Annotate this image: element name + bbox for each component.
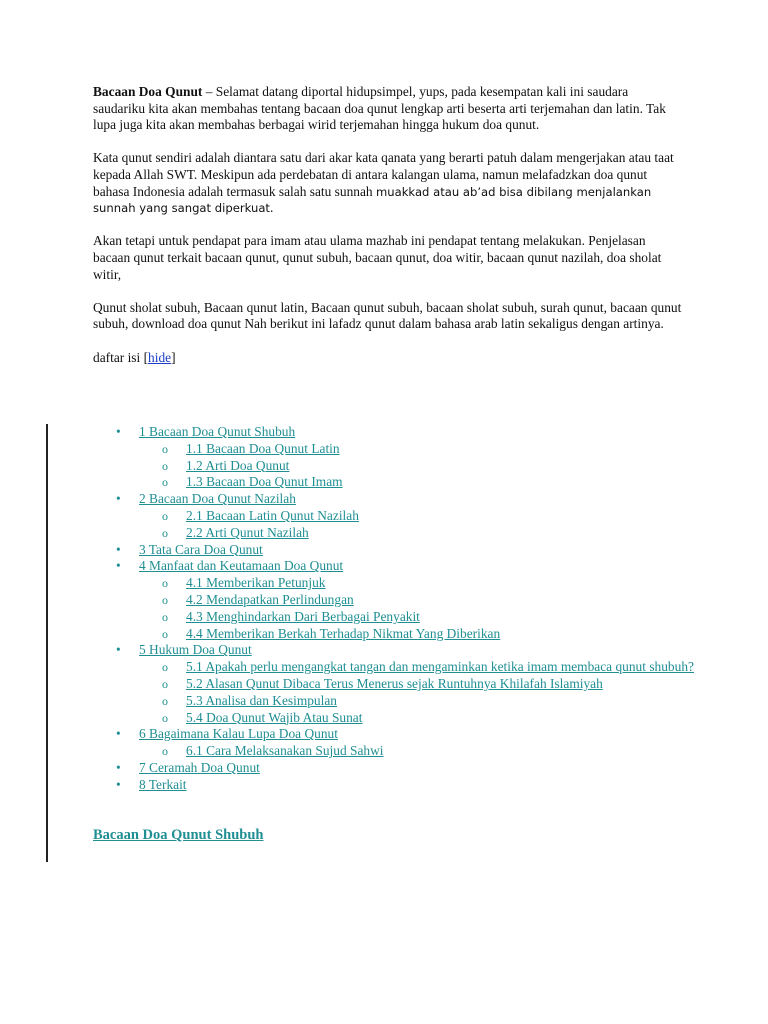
intro-lead-rest: – Selamat datang diportal hidupsimpel, yups, pada kesempatan kali ini saudara saudariku kita akan membahas tentang bacaan doa qunut lengkap arti beserta arti terjemahan dan latin. Tak lupa juga kita akan membahas berbagai wirid terjemahan hingga hukum doa qunut. bbox=[93, 84, 666, 133]
bullet-dot-icon: • bbox=[116, 424, 121, 439]
toc-header bbox=[93, 350, 683, 367]
bullet-circle-icon: o bbox=[162, 609, 168, 624]
qunut-definition-paragraph bbox=[93, 150, 683, 216]
bullet-circle-icon: o bbox=[162, 525, 168, 540]
toc-item-label[interactable]: 1.3 Bacaan Doa Qunut Imam bbox=[186, 474, 343, 490]
toc-item[interactable] bbox=[116, 508, 716, 525]
toc-item-label[interactable]: 3 Tata Cara Doa Qunut bbox=[139, 541, 263, 557]
bullet-circle-icon: o bbox=[162, 508, 168, 523]
toc-item[interactable] bbox=[116, 642, 716, 659]
toc-item[interactable] bbox=[116, 609, 716, 626]
toc-item-label[interactable]: 4.1 Memberikan Petunjuk bbox=[186, 575, 326, 591]
bullet-dot-icon: • bbox=[116, 491, 121, 507]
toc-item-label[interactable]: 4 Manfaat dan Keutamaan Doa Qunut bbox=[139, 558, 344, 574]
bullet-dot-icon: • bbox=[116, 726, 121, 742]
table-of-contents bbox=[116, 424, 716, 794]
toc-item[interactable] bbox=[116, 458, 716, 475]
bullet-dot-icon: • bbox=[116, 776, 121, 792]
bullet-dot-icon: • bbox=[116, 558, 121, 574]
toc-item[interactable] bbox=[116, 592, 716, 609]
toc-item[interactable] bbox=[116, 676, 716, 693]
bullet-circle-icon: o bbox=[162, 475, 168, 490]
para2-end: . bbox=[269, 200, 274, 216]
toc-item-label[interactable]: 5.3 Analisa dan Kesimpulan bbox=[186, 692, 337, 708]
toc-item[interactable] bbox=[116, 491, 716, 508]
toc-item[interactable] bbox=[116, 659, 716, 676]
toc-item-label[interactable]: 1 Bacaan Doa Qunut Shubuh bbox=[139, 424, 296, 439]
bullet-circle-icon: o bbox=[162, 626, 168, 641]
toc-item[interactable] bbox=[116, 441, 716, 458]
toc-item-label[interactable]: 6.1 Cara Melaksanakan Sujud Sahwi bbox=[186, 743, 384, 759]
toc-item[interactable] bbox=[116, 558, 716, 575]
toc-item-label[interactable]: 6 Bagaimana Kalau Lupa Doa Qunut bbox=[139, 726, 338, 742]
bullet-circle-icon: o bbox=[162, 576, 168, 591]
para2-text: Kata qunut sendiri adalah diantara satu dari akar kata qanata yang berarti patuh dalam mengerjakan atau taat kepada Allah SWT. Meskipun ada perdebatan di antara kalangan ulama, namun melafadzkan doa qunut bahasa Indonesia adalah termasuk salah satu sunnah bbox=[93, 150, 674, 199]
imam-opinion-paragraph: Akan tetapi untuk pendapat para imam atau ulama mazhab ini pendapat tentang melakukan. Penjelasan bacaan qunut terkait bacaan qunut, qunut subuh, bacaan qunut, doa witir, bacaan qunut nazilah, doa sholat witir, bbox=[93, 233, 662, 282]
toc-item-label[interactable]: 1.1 Bacaan Doa Qunut Latin bbox=[186, 440, 340, 456]
bullet-circle-icon: o bbox=[162, 441, 168, 456]
toc-item[interactable] bbox=[116, 542, 716, 559]
toc-item[interactable] bbox=[116, 777, 716, 794]
toc-item[interactable] bbox=[116, 626, 716, 643]
bullet-dot-icon: • bbox=[116, 541, 121, 557]
bullet-circle-icon: o bbox=[162, 693, 168, 708]
intro-lead-bold: Bacaan Doa Qunut bbox=[93, 84, 203, 99]
toc-item-label[interactable]: 1.2 Arti Doa Qunut bbox=[186, 457, 290, 473]
bullet-dot-icon: • bbox=[116, 759, 121, 775]
bullet-circle-icon: o bbox=[162, 676, 168, 691]
bullet-circle-icon: o bbox=[162, 660, 168, 675]
bullet-circle-icon: o bbox=[162, 744, 168, 759]
toc-item-label[interactable]: 2.1 Bacaan Latin Qunut Nazilah bbox=[186, 507, 359, 523]
toc-item-label[interactable]: 2.2 Arti Qunut Nazilah bbox=[186, 524, 309, 540]
para2-sans-run: muakkad atau ab’ad bisa dibilang menjalankan sunnah yang sangat diperkuat bbox=[93, 184, 652, 216]
toc-item[interactable] bbox=[116, 693, 716, 710]
toc-item[interactable] bbox=[116, 726, 716, 743]
toc-item-label[interactable]: 2 Bacaan Doa Qunut Nazilah bbox=[139, 491, 296, 507]
bullet-circle-icon: o bbox=[162, 710, 168, 725]
toc-item[interactable] bbox=[116, 760, 716, 777]
toc-item[interactable] bbox=[116, 525, 716, 542]
toc-item-label[interactable]: 4.2 Mendapatkan Perlindungan bbox=[186, 591, 354, 607]
toc-item[interactable] bbox=[116, 743, 716, 760]
bullet-circle-icon: o bbox=[162, 458, 168, 473]
toc-item[interactable] bbox=[116, 424, 716, 441]
bullet-circle-icon: o bbox=[162, 592, 168, 607]
toc-item[interactable] bbox=[116, 575, 716, 592]
keywords-paragraph: Qunut sholat subuh, Bacaan qunut latin, Bacaan qunut subuh, bacaan sholat subuh, surah qunut, bacaan qunut subuh, download doa qunut Nah berikut ini lafadz qunut dalam bahasa arab latin sekaligus dengan artinya. bbox=[93, 299, 682, 332]
toc-hide-link[interactable]: hide bbox=[148, 349, 172, 365]
toc-item-label[interactable]: 5.2 Alasan Qunut Dibaca Terus Menerus sejak Runtuhnya Khilafah Islamiyah bbox=[186, 675, 603, 691]
toc-item-label[interactable]: 5.4 Doa Qunut Wajib Atau Sunat bbox=[186, 709, 363, 725]
bullet-dot-icon: • bbox=[116, 642, 121, 658]
toc-item-label[interactable]: 5.1 Apakah perlu mengangkat tangan dan mengaminkan ketika imam membaca qunut shubuh? bbox=[186, 659, 694, 675]
toc-item-label[interactable]: 4.4 Memberikan Berkah Terhadap Nikmat Yang Diberikan bbox=[186, 625, 501, 641]
toc-item-label[interactable]: 7 Ceramah Doa Qunut bbox=[139, 759, 260, 775]
toc-item-label[interactable]: 8 Terkait bbox=[139, 776, 187, 792]
toc-item[interactable] bbox=[116, 474, 716, 491]
toc-header-close: ] bbox=[171, 349, 176, 365]
toc-header-label: daftar isi [ bbox=[93, 349, 149, 365]
toc-vertical-rule bbox=[46, 424, 48, 862]
section-heading[interactable]: Bacaan Doa Qunut Shubuh bbox=[93, 827, 264, 843]
toc-item-label[interactable]: 5 Hukum Doa Qunut bbox=[139, 642, 252, 658]
toc-item-label[interactable]: 4.3 Menghindarkan Dari Berbagai Penyakit bbox=[186, 608, 420, 624]
intro-paragraph bbox=[93, 84, 683, 134]
article-body bbox=[93, 84, 683, 366]
toc-item[interactable] bbox=[116, 710, 716, 727]
